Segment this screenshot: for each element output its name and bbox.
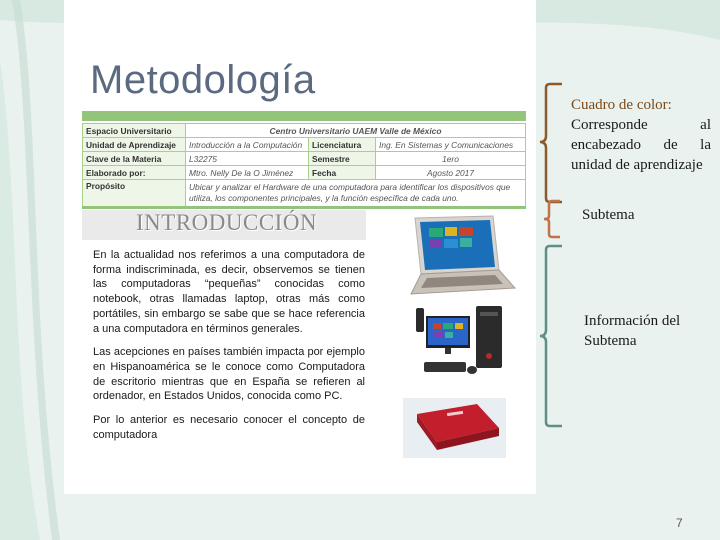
intro-paragraph: En la actualidad nos referimos a una computadora de forma indiscriminada, es decir, observemos se tienen las computadoras “pequeñas” conocidas como notebook, otras llamadas laptop, otras más como portátiles, sin embargo se sabe que se hace referencia a una computadora en términos generales. xyxy=(93,249,365,335)
header-color-bar xyxy=(82,111,526,121)
header-brace xyxy=(536,80,566,210)
table-row xyxy=(83,166,526,180)
info-brace xyxy=(536,242,566,432)
header-annotation xyxy=(571,95,711,175)
table-label: Espacio Universitario xyxy=(83,124,186,138)
table-row xyxy=(83,152,526,166)
intro-paragraph: Las acepciones en países también impacta por ejemplo en Hispanoamérica se le conoce como Computadora de escritorio mientras que en España se refieren al ordenador, en Estados Unidos, conocida como PC. xyxy=(93,346,365,403)
header-color-bar-bottom xyxy=(82,206,526,209)
subtopic-annotation: Subtema xyxy=(582,207,635,223)
table-value: Introducción a la Computación xyxy=(186,138,309,152)
header-annotation-title: Cuadro de color: xyxy=(571,97,672,113)
info-annotation: Información del Subtema xyxy=(584,313,681,349)
desktop-computer-image xyxy=(412,304,512,384)
table-label: Unidad de Aprendizaje xyxy=(83,138,186,152)
table-value: L32275 xyxy=(186,152,309,166)
table-label: Semestre xyxy=(309,152,376,166)
table-value: Centro Universitario UAEM Valle de México xyxy=(186,124,526,138)
table-row xyxy=(83,138,526,152)
intro-heading: INTRODUCCIÓN xyxy=(136,210,318,235)
header-annotation-body: Corresponde al encabezado de la unidad de aprendizaje xyxy=(571,117,711,173)
table-label: Propósito xyxy=(83,180,186,207)
table-value: Agosto 2017 xyxy=(376,166,526,180)
table-label: Elaborado por: xyxy=(83,166,186,180)
table-label: Licenciatura xyxy=(309,138,376,152)
page-number: 7 xyxy=(676,516,683,530)
intro-paragraph: Por lo anterior es necesario conocer el concepto de computadora xyxy=(93,414,365,441)
table-value: Ubicar y analizar el Hardware de una computadora para identificar los dispositivos que utiliza, los componentes principales, y la función específica de cada uno. xyxy=(186,180,526,207)
table-label: Fecha xyxy=(309,166,376,180)
external-drive-image xyxy=(403,398,506,458)
course-info-table xyxy=(82,123,526,207)
subtopic-brace xyxy=(540,198,570,242)
slide-title: Metodología xyxy=(90,58,316,102)
laptop-image xyxy=(403,214,518,300)
table-label: Clave de la Materia xyxy=(83,152,186,166)
table-row xyxy=(83,180,526,207)
table-value: Ing. En Sistemas y Comunicaciones xyxy=(376,138,526,152)
intro-body xyxy=(93,248,365,451)
table-row xyxy=(83,124,526,138)
table-value: Mtro. Nelly De la O Jiménez xyxy=(186,166,309,180)
table-value: 1ero xyxy=(376,152,526,166)
